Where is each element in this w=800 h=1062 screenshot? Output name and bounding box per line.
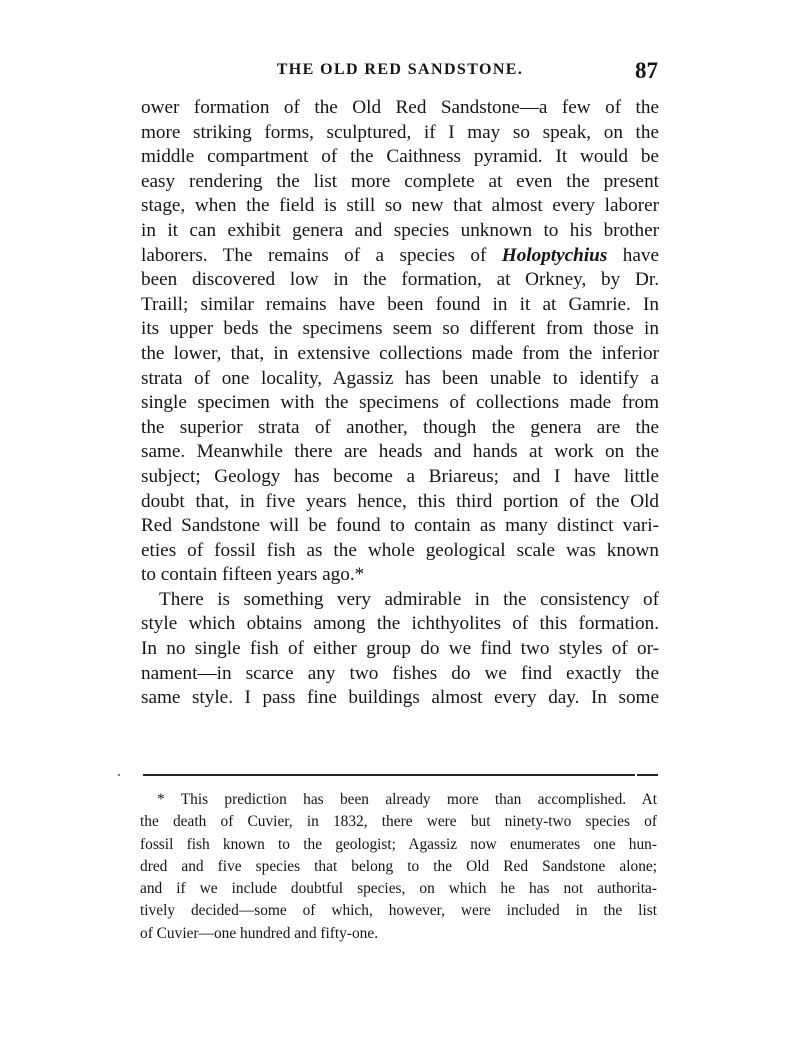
body-line: same. Meanwhile there are heads and hands at work on the [141,441,659,463]
body-line: Red Sandstone will be found to contain as many distinct vari- [141,515,659,537]
print-speck [118,774,120,776]
body-line: stage, when the field is still so new that almost every laborer [141,195,659,217]
footnote-line: fossil fish known to the geologist; Agassiz now enumerates one hun- [140,835,657,853]
body-line: easy rendering the list more complete at even the present [141,170,659,192]
footnote [140,789,657,945]
body-line: been discovered low in the formation, at Orkney, by Dr. [141,269,659,291]
running-title: THE OLD RED SANDSTONE. [276,61,524,78]
paragraph-start-line: There is something very admirable in the consistency of [159,588,659,610]
footnote-line: * This prediction has been already more than accomplished. At [157,791,657,808]
body-line: doubt that, in five years hence, this third portion of the Old [141,490,659,512]
body-line: style which obtains among the ichthyolites of this formation. [141,613,659,635]
italic-term: Holoptychius [501,244,608,266]
body-line: nament—in scarce any two fishes do we find exactly the [141,662,659,684]
body-line-with-italic [141,244,659,269]
body-line: same style. I pass fine buildings almost every day. In some [141,687,659,709]
running-head [140,58,660,84]
body-line: more striking forms, sculptured, if I may so speak, on the [141,121,659,143]
footnote-rule [143,774,658,776]
footnote-line: dred and five species that belong to the Old Red Sandstone alone; [140,857,657,875]
footnote-rule-end [637,774,658,776]
footnote-line: and if we include doubtful species, on which he has not authorita- [140,880,657,898]
body-line: in it can exhibit genera and species unknown to his brother [141,219,659,241]
body-line-start: laborers. The remains of a species of [141,244,502,266]
body-line: single specimen with the specimens of collections made from [141,392,659,414]
body-line: Traill; similar remains have been found in it at Gamrie. In [141,293,659,315]
body-line: its upper beds the specimens seem so different from those in [141,318,659,340]
page-number: 87 [635,58,658,83]
body-line: In no single fish of either group do we find two styles of or- [141,638,659,660]
body-line: the superior strata of another, though the genera are the [141,416,659,438]
body-text [141,96,659,711]
body-line: subject; Geology has become a Briareus; and I have little [141,465,659,487]
body-line: the lower, that, in extensive collections made from the inferior [141,342,659,364]
body-line: eties of fossil fish as the whole geological scale was known [141,539,659,561]
paragraph-end-line: to contain fifteen years ago.* [141,564,365,586]
body-line: middle compartment of the Caithness pyramid. It would be [141,146,659,168]
footnote-line: the death of Cuvier, in 1832, there were but ninety-two species of [140,813,657,831]
footnote-line: tively decided—some of which, however, were included in the list [140,902,657,920]
body-line-end: have [607,244,659,266]
body-line: ower formation of the Old Red Sandstone—a few of the [141,97,659,118]
footnote-line: of Cuvier—one hundred and fifty-one. [140,924,379,942]
body-line: strata of one locality, Agassiz has been unable to identify a [141,367,659,389]
